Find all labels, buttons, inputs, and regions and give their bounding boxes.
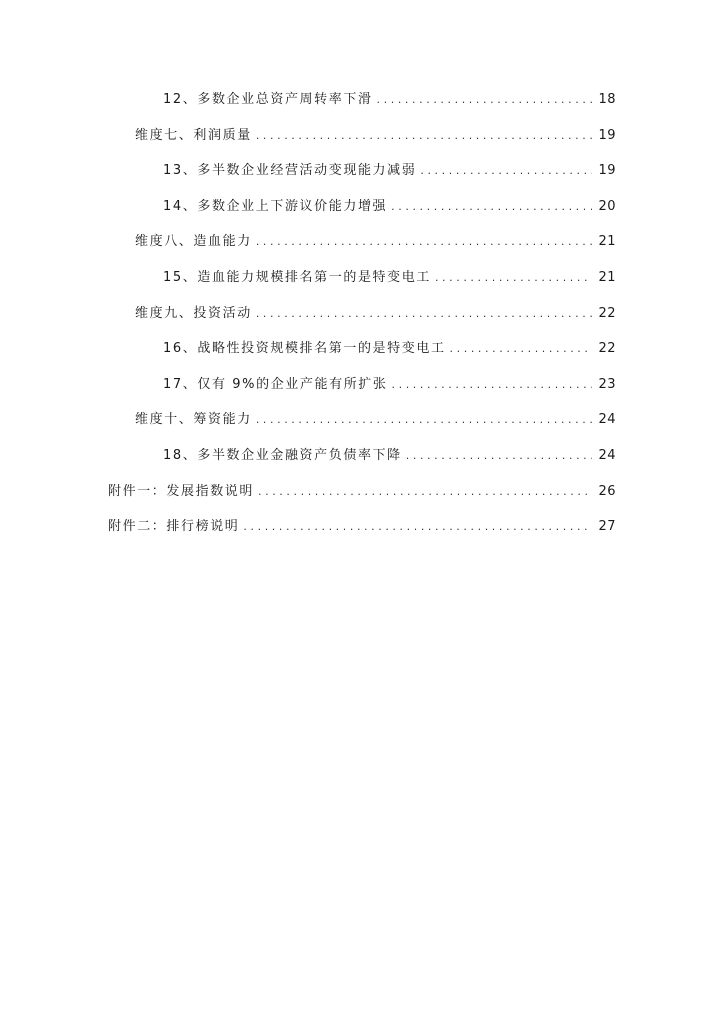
toc-entry-page: 22 xyxy=(598,305,616,321)
toc-entry[interactable] xyxy=(108,124,616,160)
toc-entry-title: 13、多半数企业经营活动变现能力减弱 xyxy=(163,163,417,179)
toc-leader-dots xyxy=(391,200,592,213)
toc-entry-page: 24 xyxy=(598,412,616,428)
toc-entry-page: 20 xyxy=(598,198,616,214)
toc-entry-page: 26 xyxy=(598,483,616,499)
toc-entry[interactable] xyxy=(108,373,616,409)
toc-leader-dots xyxy=(256,235,593,248)
toc-leader-dots xyxy=(256,129,593,142)
toc-entry-title: 15、造血能力规模排名第一的是特变电工 xyxy=(163,269,431,285)
toc-entry-title: 12、多数企业总资产周转率下滑 xyxy=(163,92,373,107)
toc-leader-dots xyxy=(450,342,593,355)
toc-entry[interactable] xyxy=(108,159,616,195)
toc-entry[interactable] xyxy=(108,444,616,480)
toc-leader-dots xyxy=(377,93,593,106)
toc-entry-title: 附件一：发展指数说明 xyxy=(108,483,255,499)
toc-entry-page: 18 xyxy=(598,92,616,107)
toc-leader-dots xyxy=(435,271,593,284)
toc-leader-dots xyxy=(258,485,592,498)
toc-entry-title: 维度九、投资活动 xyxy=(135,305,252,321)
table-of-contents xyxy=(108,88,616,551)
toc-entry-page: 27 xyxy=(598,519,616,535)
toc-entry[interactable] xyxy=(108,266,616,302)
toc-leader-dots xyxy=(256,307,593,320)
toc-leader-dots xyxy=(243,520,592,533)
toc-leader-dots xyxy=(256,413,593,426)
toc-entry-page: 23 xyxy=(598,376,616,392)
toc-entry[interactable] xyxy=(108,302,616,338)
toc-entry-page: 24 xyxy=(598,447,616,463)
toc-entry-title: 维度十、筹资能力 xyxy=(135,412,252,428)
toc-entry-title: 16、战略性投资规模排名第一的是特变电工 xyxy=(163,341,446,357)
toc-entry[interactable] xyxy=(108,230,616,266)
toc-entry[interactable] xyxy=(108,88,616,124)
toc-leader-dots xyxy=(406,449,593,462)
toc-entry[interactable] xyxy=(108,515,616,551)
toc-entry-page: 19 xyxy=(598,127,616,143)
toc-entry-title: 维度八、造血能力 xyxy=(135,234,252,250)
toc-entry-page: 21 xyxy=(598,269,616,285)
toc-entry-title: 附件二：排行榜说明 xyxy=(108,519,240,535)
toc-entry-title: 14、多数企业上下游议价能力增强 xyxy=(163,198,388,214)
toc-entry-page: 19 xyxy=(598,163,616,179)
toc-entry[interactable] xyxy=(108,337,616,373)
toc-leader-dots xyxy=(392,378,593,391)
toc-entry-page: 21 xyxy=(598,234,616,250)
toc-entry[interactable] xyxy=(108,195,616,231)
toc-leader-dots xyxy=(420,164,592,177)
toc-entry-title: 17、仅有 9%的企业产能有所扩张 xyxy=(163,376,388,392)
toc-entry[interactable] xyxy=(108,408,616,444)
toc-entry[interactable] xyxy=(108,480,616,516)
toc-entry-page: 22 xyxy=(598,341,616,357)
toc-entry-title: 18、多半数企业金融资产负债率下降 xyxy=(163,447,402,463)
toc-entry-title: 维度七、利润质量 xyxy=(135,127,252,143)
